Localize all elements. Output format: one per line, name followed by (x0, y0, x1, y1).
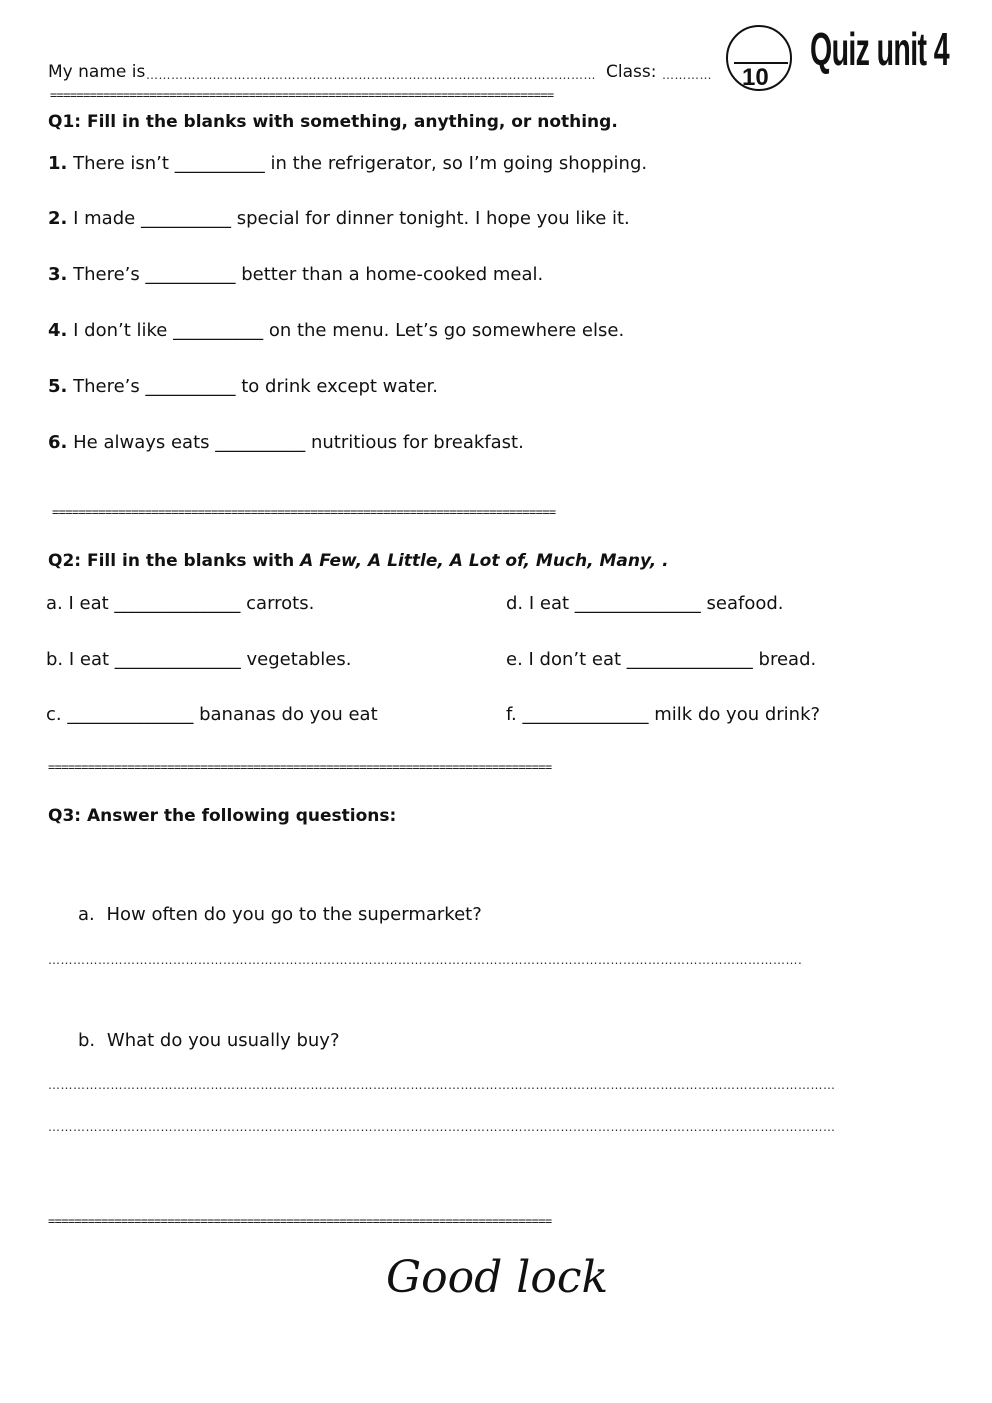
q3-heading: Q3: Answer the following questions: (48, 806, 397, 826)
q2-blank[interactable]: ______________ (626, 649, 753, 670)
q1-item-before: He always eats (73, 432, 210, 453)
separator-1: ============================================================================ (50, 88, 554, 102)
q1-blank[interactable]: __________ (145, 376, 236, 397)
q2-item-after: vegetables. (246, 649, 352, 670)
q1-item-after: nutritious for breakfast. (310, 432, 524, 453)
closing-message: Good lock (386, 1252, 609, 1303)
q3-answer-b-line-1[interactable]: ……………………………………………………………………………………………………………………………………………………………………… (48, 1078, 836, 1092)
q1-item-after: to drink except water. (241, 376, 439, 397)
q1-item-5 (48, 376, 438, 397)
q2-item-e (506, 649, 816, 670)
q1-item-number: 1. (48, 153, 68, 174)
q2-heading-options: A Few, A Little, A Lot of, Much, Many, . (300, 551, 669, 571)
q1-blank[interactable]: __________ (215, 432, 306, 453)
q1-item-3 (48, 264, 543, 285)
q1-blank[interactable]: __________ (173, 320, 264, 341)
class-label: Class: (606, 62, 657, 82)
q3-question-a (78, 904, 482, 925)
q2-blank[interactable]: ______________ (114, 593, 241, 614)
q1-item-number: 5. (48, 376, 68, 397)
q2-item-label: e. I don’t eat (506, 649, 622, 670)
q1-item-number: 6. (48, 432, 68, 453)
q2-item-after: seafood. (706, 593, 784, 614)
q2-item-f (506, 704, 820, 725)
q1-blank[interactable]: __________ (140, 208, 231, 229)
q1-item-before: There’s (73, 376, 140, 397)
separator-2: ============================================================================ (52, 505, 556, 519)
separator-3: ============================================================================ (48, 760, 552, 774)
q1-item-after: special for dinner tonight. I hope you like it. (236, 208, 630, 229)
q1-item-after: on the menu. Let’s go somewhere else. (268, 320, 625, 341)
q1-item-number: 4. (48, 320, 68, 341)
q3-question-text: What do you usually buy? (106, 1030, 340, 1051)
q2-heading-text: Q2: Fill in the blanks with (48, 551, 295, 571)
q2-item-label: b. I eat (46, 649, 110, 670)
q2-blank[interactable]: ______________ (574, 593, 701, 614)
q2-item-after: bread. (758, 649, 817, 670)
q1-item-after: better than a home-cooked meal. (241, 264, 544, 285)
q3-question-label: b. (78, 1030, 96, 1051)
separator-4: ============================================================================ (48, 1214, 552, 1228)
quiz-title: Quiz unit 4 (810, 23, 949, 75)
q3-question-b (78, 1030, 340, 1051)
q3-answer-a-line[interactable]: ………………………………………………………………………………………………………………………………………………………………. (48, 953, 803, 967)
q1-item-before: I made (73, 208, 136, 229)
q1-item-2 (48, 208, 630, 229)
q2-item-label: a. I eat (46, 593, 109, 614)
q1-item-number: 3. (48, 264, 68, 285)
q1-item-4 (48, 320, 624, 341)
q1-item-6 (48, 432, 524, 453)
q3-question-label: a. (78, 904, 95, 925)
score-total: 10 (742, 64, 769, 91)
q1-item-before: There isn’t (73, 153, 169, 174)
q2-item-after: carrots. (246, 593, 315, 614)
q2-item-d (506, 593, 784, 614)
q3-answer-b-line-2[interactable]: ……………………………………………………………………………………………………………………………………………………………………… (48, 1120, 836, 1134)
q2-item-label: f. (506, 704, 517, 725)
q1-item-after: in the refrigerator, so I’m going shopping. (270, 153, 648, 174)
q2-heading (48, 551, 669, 571)
q1-item-1 (48, 153, 647, 174)
q3-question-text: How often do you go to the supermarket? (106, 904, 482, 925)
q2-blank[interactable]: ______________ (522, 704, 649, 725)
q2-blank[interactable]: ______________ (67, 704, 194, 725)
q1-blank[interactable]: __________ (145, 264, 236, 285)
q2-item-after: bananas do you eat (199, 704, 378, 725)
q2-item-after: milk do you drink? (654, 704, 821, 725)
q1-item-before: I don’t like (73, 320, 168, 341)
q2-item-c (46, 704, 378, 725)
q1-item-before: There’s (73, 264, 140, 285)
q1-blank[interactable]: __________ (174, 153, 265, 174)
q2-item-label: c. (46, 704, 62, 725)
q2-item-b (46, 649, 351, 670)
name-field[interactable]: ……………………………………………………………………………………………… (146, 68, 596, 82)
name-label: My name is (48, 62, 146, 82)
q2-item-label: d. I eat (506, 593, 570, 614)
q1-item-number: 2. (48, 208, 68, 229)
class-field[interactable]: ………… (662, 68, 712, 82)
q1-heading: Q1: Fill in the blanks with something, anything, or nothing. (48, 112, 618, 132)
q2-blank[interactable]: ______________ (114, 649, 241, 670)
q2-item-a (46, 593, 314, 614)
